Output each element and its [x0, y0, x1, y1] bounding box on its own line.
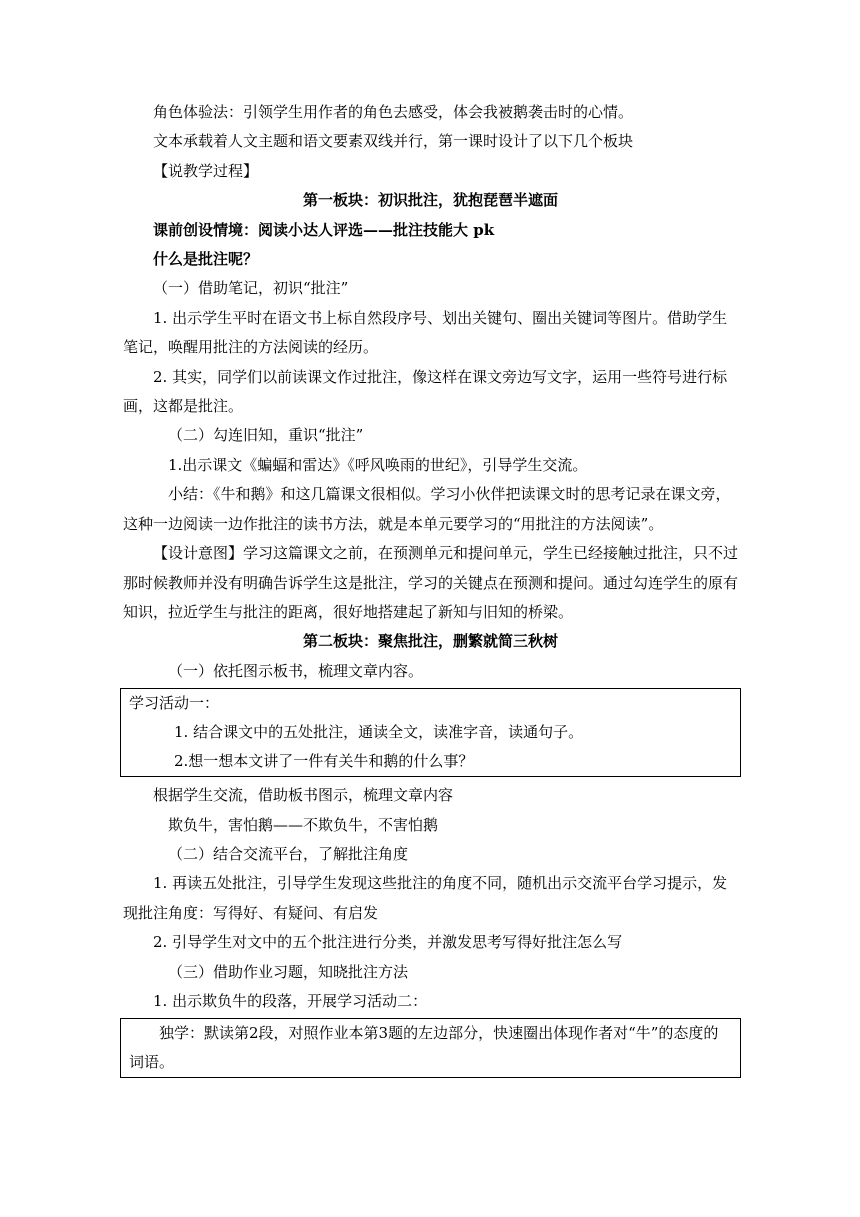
paragraph-board-summary: 根据学生交流，借助板书图示，梳理文章内容 — [153, 786, 454, 805]
paragraph-pre-class: 课前创设情境：阅读小达人评选——批注技能大 pk — [153, 220, 495, 239]
subheading-two-two: （二）结合交流平台，了解批注角度 — [168, 844, 409, 863]
paragraph-item-5: 2. 引导学生对文中的五个批注进行分类，并激发思考写得好批注怎么写 — [153, 933, 623, 952]
activity-box-one-title: 学习活动一： — [129, 694, 220, 713]
subheading-one-one: （一）借助笔记，初识“批注” — [153, 279, 349, 298]
paragraph-item-4: 1. 再读五处批注，引导学生发现这些批注的角度不同，随机出示交流平台学习提示，发现批注角度：写得好、有疑问、有启发 — [123, 874, 728, 922]
heading-block-two: 第二板块：聚焦批注，删繁就简三秋树 — [302, 632, 558, 651]
paragraph-item-6: 1. 出示欺负牛的段落，开展学习活动二： — [153, 991, 428, 1010]
subheading-two-one: （一）依托图示板书，梳理文章内容。 — [168, 661, 424, 680]
paragraph-item-2: 2. 其实，同学们以前读课文作过批注，像这样在课文旁边写文字，运用一些符号进行标画，这都是批注。 — [123, 367, 728, 416]
activity-box-one — [120, 688, 741, 777]
paragraph-text-theme: 文本承载着人文主题和语文要素双线并行，第一课时设计了以下几个板块 — [153, 132, 634, 151]
paragraph-item-3: 1.出示课文《蝙蝠和雷达》《呼风唤雨的世纪》，引导学生交流。 — [168, 455, 588, 474]
paragraph-what-is-annotation: 什么是批注呢？ — [153, 250, 259, 269]
paragraph-design-intent: 【设计意图】学习这篇课文之前，在预测单元和提问单元，学生已经接触过批注，只不过那时候教师并没有明确告诉学生这是批注，学习的关键点在预测和提问。通过勾连学生的原有知识，拉近学生与批注的距离，很好地搭建起了新知与旧知的桥梁。 — [123, 544, 739, 621]
subheading-two-three: （三）借助作业习题，知晓批注方法 — [168, 962, 409, 981]
paragraph-item-1: 1. 出示学生平时在语文书上标自然段序号、划出关键句、圈出关键词等图片。借助学生笔记，唤醒用批注的方法阅读的经历。 — [123, 308, 728, 357]
activity-box-two-text: 独学：默读第2段，对照作业本第3题的左边部分，快速圈出体现作者对“牛”的态度的词语。 — [129, 1024, 719, 1072]
paragraph-summary: 小结：《牛和鹅》和这几篇课文很相似。学习小伙伴把读课文时的思考记录在课文旁，这种一边阅读一边作批注的读书方法，就是本单元要学习的“用批注的方法阅读”。 — [123, 485, 731, 533]
document-body — [123, 98, 738, 1082]
paragraph-role-method: 角色体验法：引领学生用作者的角色去感受，体会我被鹅袭击时的心情。 — [153, 103, 634, 121]
activity-box-one-item-2: 2.想一想本文讲了一件有关牛和鹅的什么事？ — [174, 752, 474, 771]
paragraph-board-content: 欺负牛，害怕鹅——不欺负牛，不害怕鹅 — [168, 815, 439, 834]
heading-block-one: 第一板块：初识批注，犹抱琵琶半遮面 — [302, 191, 558, 210]
subheading-one-two: （二）勾连旧知，重识“批注” — [168, 426, 364, 445]
activity-box-one-item-1: 1. 结合课文中的五处批注，通读全文，读准字音，读通句子。 — [174, 723, 584, 742]
activity-box-two — [120, 1018, 741, 1078]
section-label-process: 【说教学过程】 — [153, 161, 259, 180]
